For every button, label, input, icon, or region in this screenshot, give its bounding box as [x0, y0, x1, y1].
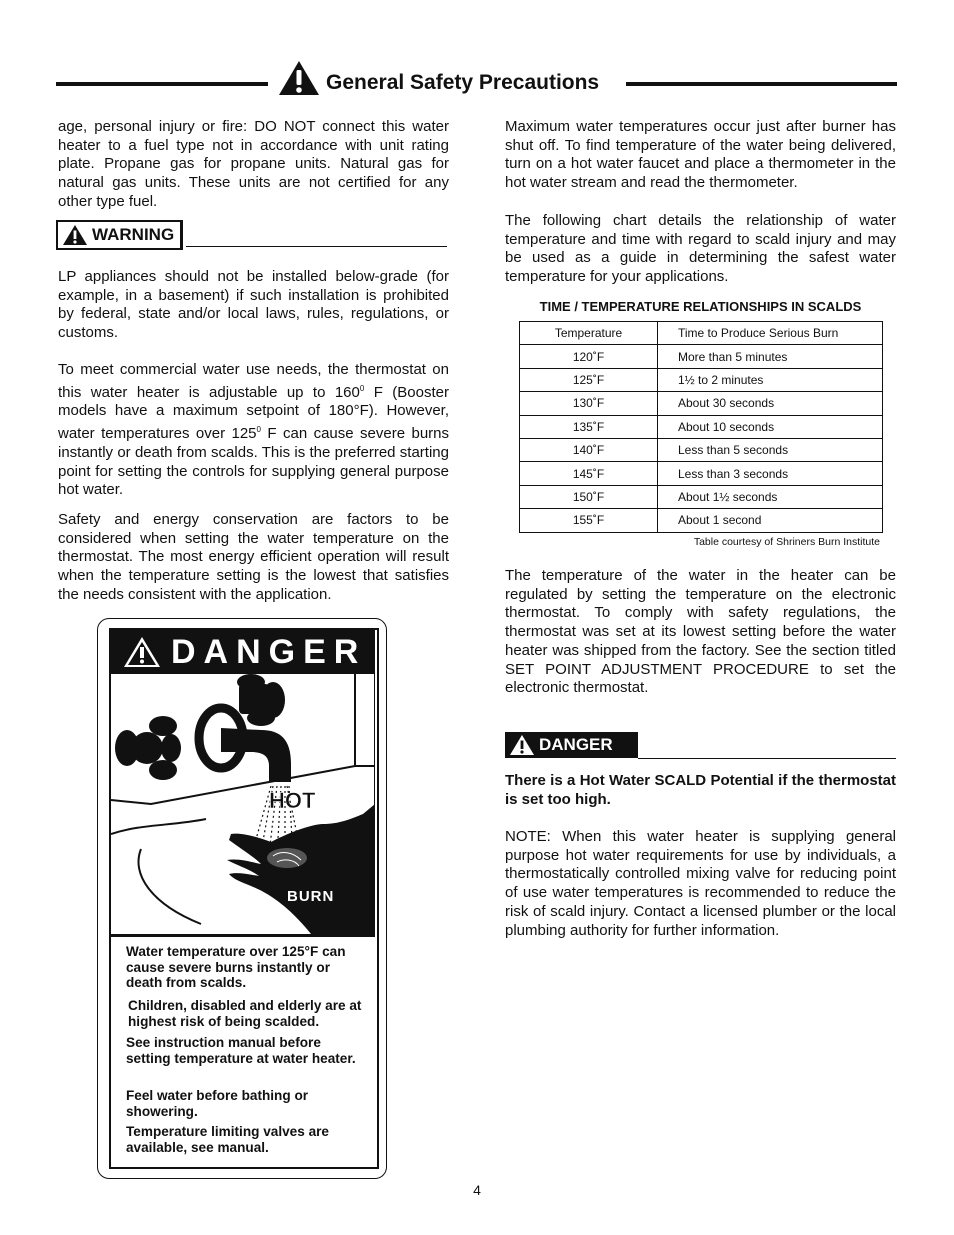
danger-rule: [638, 758, 896, 759]
table-header-time: Time to Produce Serious Burn: [658, 322, 883, 345]
right-paragraph-5: NOTE: When this water heater is supplying general purpose hot water requirements for use by individuals, a thermostatically controlled mixing valve for reducing point of use water temperatures is recommended to reduce the risk of scald injury. Contact a licensed plumber or the local plumbing authority for further information.: [505, 828, 896, 939]
sign-line-2: Children, disabled and elderly are at highest risk of being scalded.: [128, 998, 362, 1029]
table-row: [520, 345, 883, 368]
warning-triangle-icon: [123, 636, 161, 668]
sign-line-4: Feel water before bathing or showering.: [126, 1088, 309, 1119]
right-paragraph-4: There is a Hot Water SCALD Potential if the thermostat is set too high.: [505, 772, 896, 808]
page-number: 4: [473, 1182, 481, 1198]
table-header-temp: Temperature: [520, 322, 658, 345]
temp-cell: 120˚F: [520, 345, 658, 368]
header-rule-left: [56, 82, 268, 86]
temp-cell: 125˚F: [520, 368, 658, 391]
table-row: [520, 509, 883, 532]
burn-label: BURN: [287, 888, 335, 905]
page-title: General Safety Precautions: [326, 71, 600, 94]
right-paragraph-2: The following chart details the relationship of water temperature and time with regard to scald injury and may be used as a guide in determining the safest water temperature for your applications.: [505, 212, 896, 286]
warning-triangle-icon: [509, 734, 535, 756]
hot-faucet-illustration: [111, 674, 375, 937]
header-rule-right: [626, 82, 897, 86]
temp-cell: 130˚F: [520, 392, 658, 415]
table-row: [520, 462, 883, 485]
temp-cell: 140˚F: [520, 438, 658, 461]
temp-cell: 145˚F: [520, 462, 658, 485]
time-cell: About 30 seconds: [658, 392, 883, 415]
sign-line-1: Water temperature over 125°F can cause severe burns instantly or death from scalds.: [126, 944, 346, 991]
table-title: TIME / TEMPERATURE RELATIONSHIPS IN SCALDS: [539, 299, 862, 314]
right-paragraph-1: Maximum water temperatures occur just after burner has shut off. To find temperature of the water being delivered, turn on a hot water faucet and place a thermometer in the hot water stream and read the thermometer.: [505, 118, 896, 192]
temp-cell: 150˚F: [520, 485, 658, 508]
left-paragraph-3: To meet commercial water use needs, the thermostat on this water heater is adjustable up to $160^0$ F (Booster models have a maximum setpoint of 180°F). However, water temperatures over $125^0$ F can cause severe burns instantly or death from scalds. This is the preferred starting point for setting the controls for supplying general purpose hot water.: [58, 361, 450, 499]
time-cell: 1½ to 2 minutes: [658, 368, 883, 391]
hot-label: HOT: [269, 788, 316, 813]
temp-cell: 155˚F: [520, 509, 658, 532]
table-row: [520, 485, 883, 508]
table-row: [520, 415, 883, 438]
danger-sign-header: [111, 630, 375, 674]
warning-rule: [186, 246, 447, 247]
time-cell: About 1½ seconds: [658, 485, 883, 508]
sign-line-3: See instruction manual before setting temperature at water heater.: [126, 1035, 356, 1066]
time-cell: About 1 second: [658, 509, 883, 532]
warning-triangle-icon: [278, 60, 320, 96]
table-row: [520, 438, 883, 461]
danger-label-text: DANGER: [539, 735, 613, 754]
scald-table: [519, 321, 883, 533]
table-note: Table courtesy of Shriners Burn Institute: [693, 536, 880, 548]
left-paragraph-2: LP appliances should not be installed below-grade (for example, in a basement) if such installation is prohibited by federal, state and/or local laws, rules, regulations, or customs.: [58, 268, 449, 342]
warning-triangle-icon: [62, 224, 88, 246]
danger-sign-word: DANGER: [171, 633, 367, 671]
table-row: [520, 368, 883, 391]
warning-label: [56, 220, 183, 250]
time-cell: Less than 5 seconds: [658, 438, 883, 461]
left-paragraph-1: age, personal injury or fire: DO NOT connect this water heater to a fuel type not in accordance with unit rating plate. Propane gas for propane units. Natural gas for natural gas units. These units are not certified for any other type fuel.: [58, 118, 449, 210]
danger-label: [505, 732, 638, 758]
time-cell: About 10 seconds: [658, 415, 883, 438]
time-cell: Less than 3 seconds: [658, 462, 883, 485]
left-paragraph-4: Safety and energy conservation are factors to be considered when setting the water temperature on the thermostat. The most energy efficient operation will result when the temperature setting is the lowest that satisfies the needs consistent with the application.: [58, 511, 449, 603]
sign-line-5: Temperature limiting valves are available, see manual.: [126, 1124, 329, 1155]
right-paragraph-3: The temperature of the water in the heater can be regulated by setting the temperature on the electronic thermostat. To comply with safety regulations, the thermostat was set at its lowest setting before the water heater was shipped from the factory. See the section titled SET POINT ADJUSTMENT PROCEDURE to set the electronic thermostat.: [505, 567, 896, 697]
time-cell: More than 5 minutes: [658, 345, 883, 368]
temp-cell: 135˚F: [520, 415, 658, 438]
warning-label-text: WARNING: [92, 225, 175, 244]
table-row: [520, 392, 883, 415]
table-header-row: [520, 322, 883, 345]
